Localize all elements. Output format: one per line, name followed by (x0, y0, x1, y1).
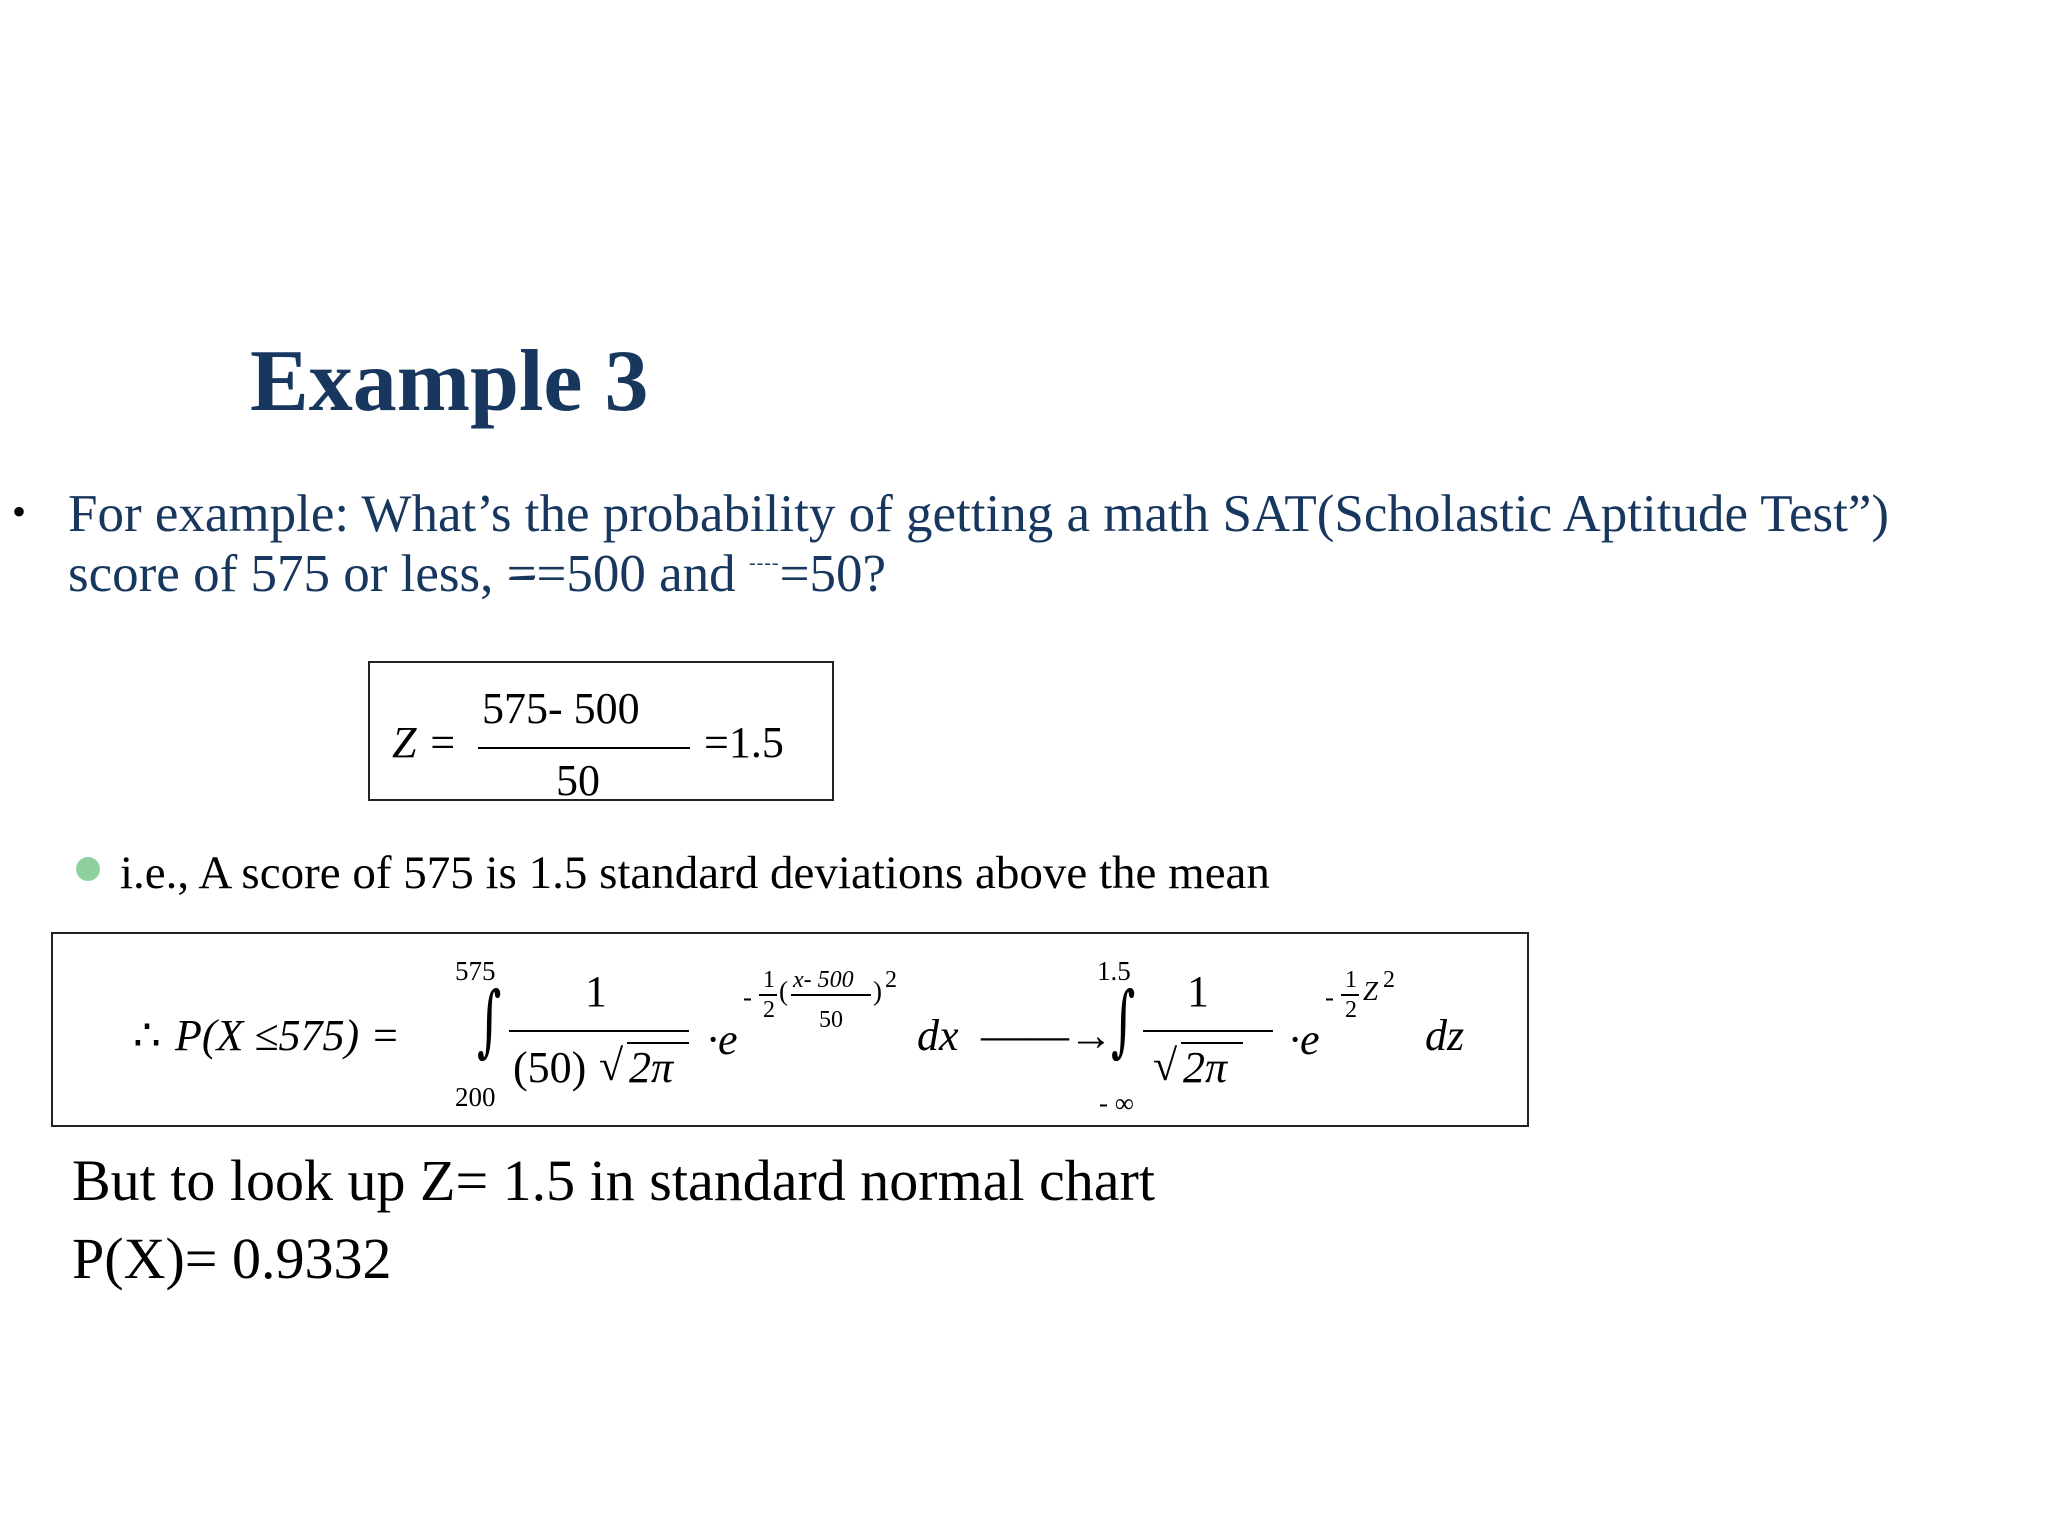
exp1-half-line (759, 994, 777, 996)
integral1-fraction-line (509, 1030, 689, 1032)
z-fraction-line (478, 747, 690, 749)
conclusion-line-1: But to look up Z= 1.5 in standard normal chart (72, 1148, 1155, 1213)
exp2-minus: - (1325, 982, 1334, 1012)
exp1-minus: - (743, 982, 752, 1012)
exp1-half-num: 1 (763, 967, 775, 993)
integral2-lower: - ∞ (1099, 1088, 1134, 1118)
integral1-sign-icon: ∫ (477, 976, 502, 1066)
exp2-square: 2 (1383, 967, 1395, 993)
dz: dz (1425, 1011, 1465, 1060)
mu-symbol-icon: = (506, 545, 537, 603)
probability-lhs: P(X ≤575) = (175, 1011, 400, 1060)
z-result: =1.5 (704, 718, 784, 767)
integral1-denominator-prefix: (50) (513, 1043, 587, 1092)
z-formula-box (368, 661, 834, 805)
conclusion-line-2: P(X)= 0.9332 (72, 1226, 392, 1291)
z-denominator: 50 (556, 756, 600, 805)
exp1-inner-den: 50 (819, 1007, 843, 1033)
dot-e-2: ·e (1289, 1015, 1320, 1064)
integral1-numerator: 1 (585, 967, 607, 1016)
integral2-numerator: 1 (1187, 967, 1209, 1016)
exp1-half-den: 2 (763, 997, 775, 1023)
dx: dx (917, 1011, 959, 1060)
integral1-upper: 575 (455, 956, 496, 986)
integral1-lower: 200 (455, 1082, 496, 1112)
slide-title: Example 3 (250, 333, 649, 430)
sigma-value: =50? (779, 545, 886, 603)
radical1-icon: √ (599, 1041, 624, 1090)
exp2-z: Z (1363, 976, 1379, 1006)
sigma-symbol-icon: ---- (748, 552, 780, 574)
z-lhs: Z = (392, 718, 458, 767)
exp2-half-line (1341, 994, 1359, 996)
bullet-dot: • (12, 489, 27, 534)
radical1-content: 2π (629, 1043, 674, 1092)
explanation-bullet: i.e., A score of 575 is 1.5 standard deviations above the mean (120, 847, 1270, 899)
exp2-half-num: 1 (1345, 967, 1357, 993)
exp1-paren-close: ) (873, 976, 882, 1006)
exp1-inner-num: x- 500 (793, 967, 854, 993)
question-line-2 (68, 545, 886, 603)
mu-value: =500 and (536, 545, 736, 603)
radical2-content: 2π (1183, 1043, 1228, 1092)
exp1-paren-open: ( (779, 976, 788, 1006)
integral2-fraction-line (1143, 1030, 1273, 1032)
dot-e-1: ·e (707, 1015, 738, 1064)
z-numerator: 575- 500 (482, 684, 640, 733)
integral2-sign-icon: ∫ (1111, 976, 1136, 1066)
radical2-icon: √ (1153, 1041, 1178, 1090)
bullet-dot-green (76, 857, 100, 881)
limit-arrow-icon: ——→ (981, 1011, 1113, 1060)
question-line-2-text: score of 575 or less, (68, 545, 494, 603)
exp1-inner-line (791, 994, 871, 996)
therefore-symbol: ∴ (133, 1011, 161, 1060)
integral2-upper: 1.5 (1097, 956, 1131, 986)
exp1-square: 2 (885, 967, 897, 993)
question-line-1: For example: What’s the probability of getting a math SAT(Scholastic Aptitude Test”) (68, 485, 1890, 543)
integral-formula-box (51, 932, 1529, 1127)
exp2-half-den: 2 (1345, 997, 1357, 1023)
